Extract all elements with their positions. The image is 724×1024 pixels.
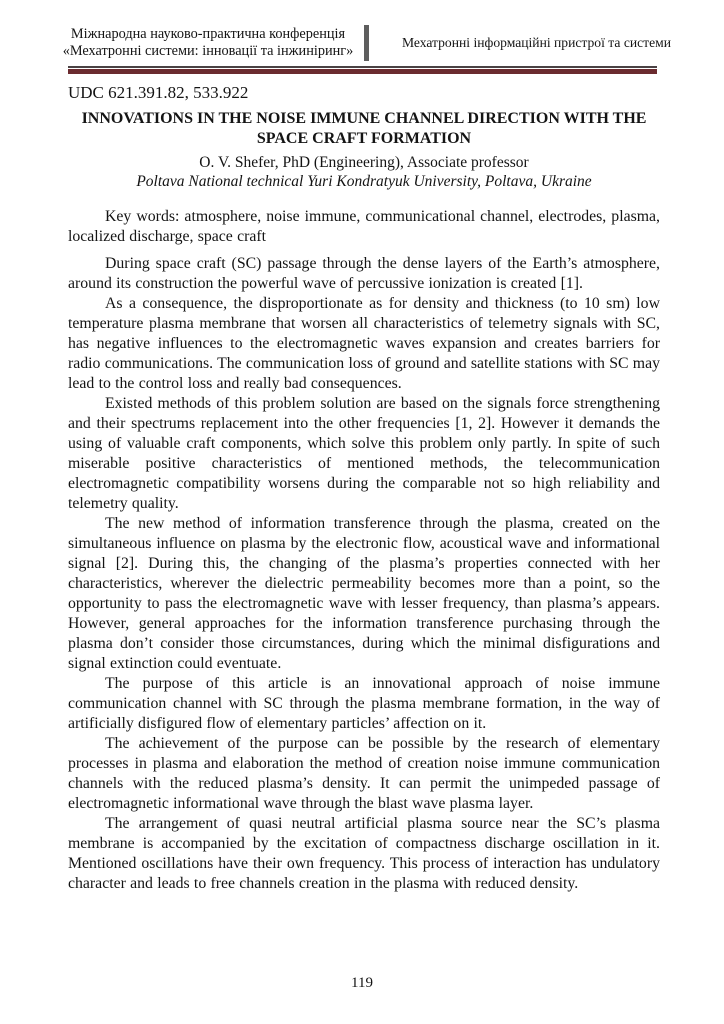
body-paragraph: The achievement of the purpose can be possible by the research of elementary processes in plasma and elaboration the method of creation noise immune communication channels with the reduced plasma’s density. It can permit the unimpeded passage of electromagnetic informational wave through the blast wave plasma layer. (68, 735, 660, 812)
body-paragraph: The purpose of this article is an innovational approach of noise immune communication channel with SC through the plasma membrane formation, in the way of artificially disfigured flow of elementary particles’ affection on it. (68, 675, 660, 732)
keywords-paragraph: Key words: atmosphere, noise immune, communicational channel, electrodes, plasma, localized discharge, space craft (68, 208, 660, 245)
conference-name: Міжнародна науково-практична конференція «Мехатронні системи: інновації та інжиніринг» (62, 26, 354, 59)
header-rule (68, 66, 657, 74)
paper-title: INNOVATIONS IN THE NOISE IMMUNE CHANNEL DIRECTION WITH THE SPACE CRAFT FORMATION (81, 110, 647, 147)
body-text (68, 207, 660, 894)
affiliation-line: Poltava National technical Yuri Kondratyuk University, Poltava, Ukraine (136, 173, 592, 190)
section-name: Мехатронні інформаційні пристрої та системи (401, 35, 672, 50)
body-paragraph: Existed methods of this problem solution are based on the signals force strengthening and their spectrums replacement into the other frequencies [1, 2]. However it demands the using of valuable craft components, which solve this problem only partly. In spite of such miserable positive characteristics of mentioned methods, the telecommunication electromagnetic compatibility worsens during the comparable not so high reliability and telemetry quality. (68, 395, 660, 512)
running-head (52, 24, 696, 62)
article-content (68, 83, 660, 894)
body-paragraph: The arrangement of quasi neutral artificial plasma source near the SC’s plasma membrane is accompanied by the excitation of compactness discharge oscillation in it. Mentioned oscillations have their own frequency. This process of interaction has undulatory character and leads to free channels creation in the plasma with reduced density. (68, 815, 660, 892)
udc-code: UDC 621.391.82, 533.922 (68, 83, 249, 102)
author-line: O. V. Shefer, PhD (Engineering), Associate professor (199, 154, 529, 171)
body-paragraph: The new method of information transference through the plasma, created on the simultaneous influence on plasma by the electronic flow, acoustical wave and informational signal [2]. During this, the changing of the plasma’s properties connected with her characteristics, wherever the dielectric permeability becomes more than a point, so the opportunity to pass the electromagnetic wave with lesser frequency, than plasma’s appears. However, general approaches for the information transference purchasing through the plasma don’t consider those circumstances, during which the minimal disfigurations and signal extinction could eventuate. (68, 515, 660, 672)
body-paragraph: During space craft (SC) passage through the dense layers of the Earth’s atmosphere, around its construction the powerful wave of percussive ionization is created [1]. (68, 255, 660, 292)
page-number: 119 (351, 975, 373, 991)
body-paragraph: As a consequence, the disproportionate as for density and thickness (to 10 sm) low temperature plasma membrane that worsen all characteristics of telemetry signals with SC, has negative influences to the electromagnetic waves expansion and creates barriers for radio communications. The communication loss of ground and satellite stations with SC may lead to the control loss and really bad consequences. (68, 295, 660, 392)
